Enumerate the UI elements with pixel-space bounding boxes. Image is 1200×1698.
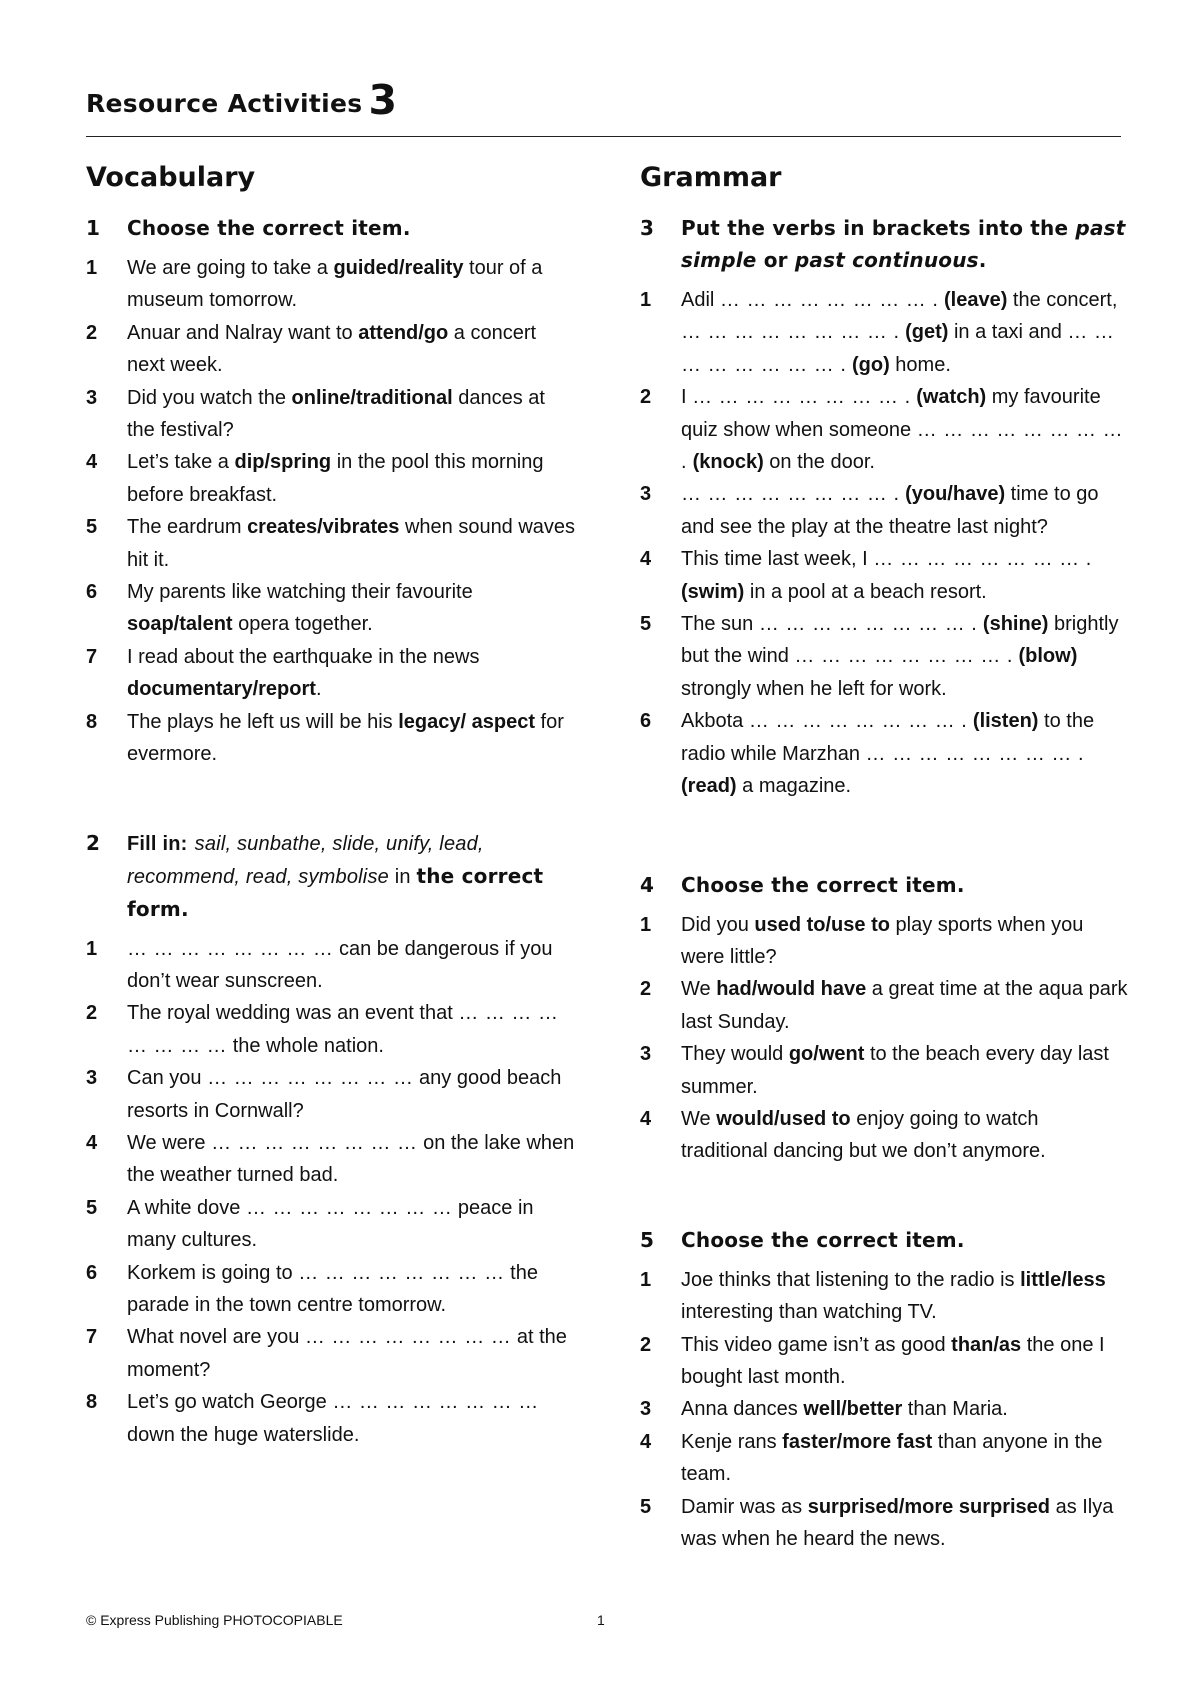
item-text (127, 1192, 576, 1257)
item-text (127, 382, 576, 447)
footer-page-number: 1 (597, 1612, 605, 1628)
answer-options: dip/spring (234, 451, 332, 474)
page-title (86, 74, 397, 122)
in-text: in (388, 865, 417, 888)
item-number: 1 (640, 1268, 652, 1291)
item-text-before: Anna dances (681, 1398, 804, 1421)
item-text-before: Joe thinks that listening to the radio is (681, 1268, 1021, 1291)
answer-blank: … … … … … … … … (127, 937, 334, 960)
answer-options: well/better (803, 1398, 903, 1421)
answer-blank: … … … … … … … … . (865, 742, 1085, 765)
item-number: 4 (86, 451, 98, 474)
item-text-before: Korkem is going to (127, 1261, 299, 1284)
item-text-segment: I (681, 386, 693, 409)
item-text (681, 973, 1130, 1038)
item-text (127, 933, 576, 998)
item-text (681, 381, 1130, 478)
verb-prompt: (go) (851, 353, 890, 376)
item-number: 8 (86, 710, 98, 733)
answer-blank: … … … … … … … … (298, 1261, 505, 1284)
item-text (127, 1386, 576, 1451)
item-text (681, 478, 1130, 543)
item-text (681, 284, 1130, 381)
item-number: 3 (640, 1043, 652, 1066)
verb-prompt: (shine) (982, 613, 1049, 636)
item-number: 3 (640, 1398, 652, 1421)
verb-prompt: (watch) (916, 386, 987, 409)
item-text-segment: to the radio while Marzhan (681, 710, 1095, 765)
item-text (127, 446, 576, 511)
grammar-column (640, 162, 1130, 1555)
item-number: 2 (640, 978, 652, 1001)
answer-options: than/as (951, 1333, 1022, 1356)
item-text-before: Kenje rans (681, 1430, 783, 1453)
item-text-before: A white dove (127, 1196, 246, 1219)
spacer (86, 771, 576, 827)
item-text-segment: on the door. (763, 451, 875, 474)
item-text-after: dances at the festival? (127, 386, 545, 442)
answer-blank: … … … … … … … … . (758, 613, 978, 636)
item-text (681, 1393, 1130, 1425)
exercise-1-list (86, 252, 576, 771)
vocabulary-heading: Vocabulary (86, 162, 256, 193)
item-text-after: enjoy going to watch traditional dancing but we don’t anymore. (681, 1107, 1046, 1163)
answer-blank: … … … … … … … … . (681, 321, 1115, 376)
item-text-segment: home. (889, 353, 951, 376)
item-number: 6 (86, 1261, 98, 1284)
item-number: 6 (86, 581, 98, 604)
list-item (86, 1257, 576, 1322)
answer-options: faster/more fast (782, 1430, 933, 1453)
list-item (86, 1062, 576, 1127)
page-title-text: Resource Activities (86, 89, 363, 118)
item-text (681, 1264, 1130, 1329)
exercise-instruction (127, 827, 576, 925)
item-text-segment: brightly but the wind (681, 613, 1119, 668)
item-number: 1 (640, 913, 652, 936)
list-item (640, 973, 1130, 1038)
item-text (127, 1257, 576, 1322)
item-text-before: The plays he left us will be his (127, 710, 399, 733)
item-text (127, 252, 576, 317)
item-text-segment: strongly when he left for work. (681, 677, 947, 700)
item-text-before: Damir was as (681, 1495, 808, 1518)
item-number: 8 (86, 1391, 98, 1414)
verb-prompt: (you/have) (905, 483, 1006, 506)
item-text-before: Let’s go watch George (127, 1391, 333, 1414)
answer-options: guided/reality (333, 257, 464, 279)
answer-blank: … … … … … … … … . (794, 645, 1013, 668)
item-text-after: peace in many cultures. (127, 1196, 534, 1252)
item-number: 4 (640, 1430, 652, 1453)
list-item (86, 317, 576, 382)
item-text-after: the whole nation. (227, 1034, 384, 1057)
item-text-before: The eardrum (127, 516, 248, 539)
answer-options: would/used to (716, 1107, 851, 1130)
exercise-number: 1 (86, 216, 101, 240)
page-title-number: 3 (368, 76, 398, 124)
list-item (86, 706, 576, 771)
exercise-number: 2 (86, 830, 101, 855)
exercise-number: 5 (640, 1227, 655, 1252)
answer-options: go/went (788, 1043, 865, 1066)
item-number: 5 (86, 516, 98, 539)
item-text (127, 1127, 576, 1192)
item-text (681, 543, 1130, 608)
list-item (86, 252, 576, 317)
item-text-after: to the beach every day last summer. (681, 1043, 1109, 1098)
exercise-2-list (86, 933, 576, 1452)
answer-options: documentary/report (127, 678, 316, 701)
item-text (681, 909, 1130, 974)
item-text (127, 576, 576, 641)
item-text-after: when sound waves hit it. (127, 516, 576, 571)
list-item (640, 1491, 1130, 1556)
item-number: 2 (640, 386, 652, 409)
item-text-after: interesting than watching TV. (681, 1301, 937, 1324)
item-text-after: than anyone in the team. (681, 1430, 1103, 1486)
list-item (640, 705, 1130, 802)
item-text-after: can be dangerous if you don’t wear sunscreen. (127, 937, 553, 992)
item-text (127, 317, 576, 382)
verb-prompt: (get) (905, 321, 949, 344)
answer-blank: … … … … … … … … (245, 1196, 453, 1219)
exercise-4-title (640, 869, 1130, 901)
answer-options: online/traditional (291, 386, 453, 409)
answer-options: creates/vibrates (247, 516, 400, 539)
item-text (681, 1426, 1130, 1491)
list-item (640, 381, 1130, 478)
list-item (86, 641, 576, 706)
list-item (86, 446, 576, 511)
answer-options: had/would have (716, 978, 867, 1001)
item-text-segment: a magazine. (736, 775, 852, 798)
list-item (640, 478, 1130, 543)
item-number: 3 (86, 386, 98, 409)
list-item (640, 1038, 1130, 1103)
item-number: 1 (86, 937, 98, 960)
answer-blank: … … … … … … … … . (692, 386, 911, 409)
item-text-before: They would (681, 1043, 789, 1066)
item-number: 3 (640, 483, 652, 506)
answer-blank: … … … … … … … … . (719, 289, 939, 311)
answer-blank: … … … … … … … … (127, 1002, 559, 1057)
header-rule (86, 136, 1121, 137)
list-item (640, 284, 1130, 381)
item-text-after: play sports when you were little? (681, 913, 1084, 968)
answer-blank: … … … … … … … … (332, 1391, 539, 1414)
list-item (640, 608, 1130, 705)
item-number: 2 (640, 1333, 652, 1356)
item-number: 1 (86, 257, 98, 279)
item-text-after: any good beach resorts in Cornwall? (127, 1067, 562, 1122)
item-text-after: a great time at the aqua park last Sunday. (681, 978, 1128, 1033)
instruction-tense-1: past simple (681, 216, 1126, 272)
item-text-segment: The sun (681, 613, 759, 636)
item-number: 5 (640, 613, 652, 636)
item-text-before: We were (127, 1131, 212, 1154)
fill-in-label: Fill in: (127, 832, 188, 855)
item-text-before: Did you (681, 913, 755, 936)
list-item (86, 1386, 576, 1451)
verb-prompt: (swim) (681, 580, 745, 603)
item-text-segment: my favourite quiz show when someone (681, 386, 1101, 441)
exercise-4-list (640, 909, 1130, 1168)
item-text-before: My parents like watching their favourite (127, 581, 473, 604)
exercise-5-list (640, 1264, 1130, 1556)
form-text: the correct form. (127, 863, 544, 921)
answer-blank: … … … … … … … … (211, 1131, 418, 1154)
item-text-segment: in a taxi and (948, 321, 1068, 344)
item-text-before: Did you watch the (127, 386, 292, 409)
item-text-before: I read about the earthquake in the news (127, 645, 480, 668)
spacer (640, 1168, 1130, 1224)
item-text (127, 641, 576, 706)
list-item (86, 997, 576, 1062)
grammar-heading: Grammar (640, 162, 782, 193)
item-text-after: for evermore. (127, 710, 564, 766)
exercise-instruction: Choose the correct item. (681, 872, 965, 897)
answer-blank: … … … … … … … … (207, 1067, 414, 1090)
answer-options: little/less (1020, 1268, 1106, 1291)
exercise-number: 3 (640, 216, 655, 240)
exercise-instruction (681, 212, 1130, 276)
list-item (640, 1426, 1130, 1491)
item-text (127, 997, 576, 1062)
item-number: 7 (86, 1326, 98, 1349)
item-text-segment: time to go and see the play at the theatre last night? (681, 483, 1099, 538)
answer-blank: … … … … … … … … . (748, 710, 968, 733)
answer-blank: … … … … … … … … (304, 1326, 512, 1349)
instruction-part: or (756, 248, 795, 272)
instruction-part: Put the verbs in brackets into the (681, 216, 1076, 240)
item-text-segment: This time last week, I (681, 548, 874, 571)
item-number: 5 (640, 1495, 652, 1518)
exercise-3-title (640, 212, 1130, 276)
list-item (86, 1127, 576, 1192)
answer-options: attend/go (358, 321, 449, 344)
item-text-segment: Adil (681, 289, 720, 311)
item-text (127, 511, 576, 576)
list-item (640, 1393, 1130, 1425)
exercise-number: 4 (640, 872, 655, 897)
item-text-before: Can you (127, 1067, 208, 1090)
exercise-2-title (86, 827, 576, 925)
item-text-after: the parade in the town centre tomorrow. (127, 1261, 538, 1316)
item-text-before: What novel are you (127, 1326, 305, 1349)
verb-prompt: (read) (681, 775, 737, 798)
exercise-instruction: Choose the correct item. (127, 216, 411, 240)
item-text-after: opera together. (232, 613, 373, 636)
item-text-before: Anuar and Nalray want to (127, 321, 359, 344)
item-text-after: than Maria. (902, 1398, 1008, 1421)
item-text-segment: Akbota (681, 710, 749, 733)
spacer (640, 803, 1130, 869)
list-item (86, 933, 576, 998)
item-text-before: This video game isn’t as good (681, 1333, 952, 1356)
item-text-after: . (315, 678, 322, 701)
exercise-instruction: Choose the correct item. (681, 1227, 965, 1252)
verb-prompt: (listen) (972, 710, 1039, 733)
item-text (681, 1491, 1130, 1556)
verb-prompt: (knock) (692, 451, 764, 474)
footer-copyright: © Express Publishing PHOTOCOPIABLE (86, 1612, 343, 1628)
list-item (86, 511, 576, 576)
item-number: 4 (86, 1131, 98, 1154)
item-number: 4 (640, 1107, 652, 1130)
item-number: 1 (640, 289, 652, 311)
item-text (681, 1038, 1130, 1103)
exercise-5-title (640, 1224, 1130, 1256)
word-bank: sail, sunbathe, slide, unify, lead, recommend, read, symbolise (127, 832, 484, 888)
item-number: 7 (86, 645, 98, 668)
item-text-segment: in a pool at a beach resort. (744, 580, 987, 603)
item-text-after: down the huge waterslide. (127, 1423, 360, 1446)
instruction-tense-2: past continuous (794, 248, 979, 272)
item-text-after: at the moment? (127, 1326, 567, 1381)
answer-options: legacy/ aspect (398, 710, 535, 733)
verb-prompt: (leave) (943, 289, 1008, 311)
item-text (681, 705, 1130, 802)
answer-blank: … … … … … … … … . (681, 418, 1124, 474)
exercise-1-title (86, 212, 576, 244)
list-item (640, 909, 1130, 974)
item-text (681, 608, 1130, 705)
item-number: 3 (86, 1067, 98, 1090)
item-text-after: on the lake when the weather turned bad. (127, 1131, 575, 1187)
item-text (681, 1329, 1130, 1394)
item-text-after: a concert next week. (127, 321, 537, 377)
item-text-before: Let’s take a (127, 451, 235, 474)
instruction-part: . (978, 248, 987, 272)
item-text-after: the one I bought last month. (681, 1333, 1105, 1388)
list-item (640, 1103, 1130, 1168)
item-number: 4 (640, 548, 652, 571)
item-number: 2 (86, 321, 98, 344)
list-item (86, 1321, 576, 1386)
list-item (640, 1329, 1130, 1394)
item-number: 5 (86, 1196, 98, 1219)
list-item (86, 382, 576, 447)
item-text (127, 1062, 576, 1127)
verb-prompt: (blow) (1018, 645, 1078, 668)
answer-options: surprised/more surprised (807, 1495, 1051, 1518)
answer-blank: … … … … … … … … . (873, 548, 1092, 571)
vocabulary-column (86, 162, 576, 1451)
answer-options: used to/use to (754, 913, 890, 936)
item-text-after: tour of a museum tomorrow. (127, 257, 543, 312)
item-text-before: We (681, 1107, 717, 1130)
answer-blank: … … … … … … … … . (681, 483, 900, 506)
answer-options: soap/talent (127, 613, 233, 636)
item-text-before: We (681, 978, 717, 1001)
item-text (127, 1321, 576, 1386)
list-item (640, 1264, 1130, 1329)
item-text-after: as Ilya was when he heard the news. (681, 1495, 1114, 1550)
item-text-before: The royal wedding was an event that (127, 1002, 459, 1025)
exercise-3-list (640, 284, 1130, 803)
item-text (681, 1103, 1130, 1168)
item-text-segment: the concert, (1007, 289, 1118, 311)
item-number: 2 (86, 1002, 98, 1025)
list-item (86, 1192, 576, 1257)
item-text-before: We are going to take a (127, 257, 334, 279)
list-item (640, 543, 1130, 608)
item-number: 6 (640, 710, 652, 733)
answer-blank: … … … … … … … … . (681, 321, 900, 344)
item-text-after: in the pool this morning before breakfast. (127, 451, 544, 506)
list-item (86, 576, 576, 641)
item-text (127, 706, 576, 771)
